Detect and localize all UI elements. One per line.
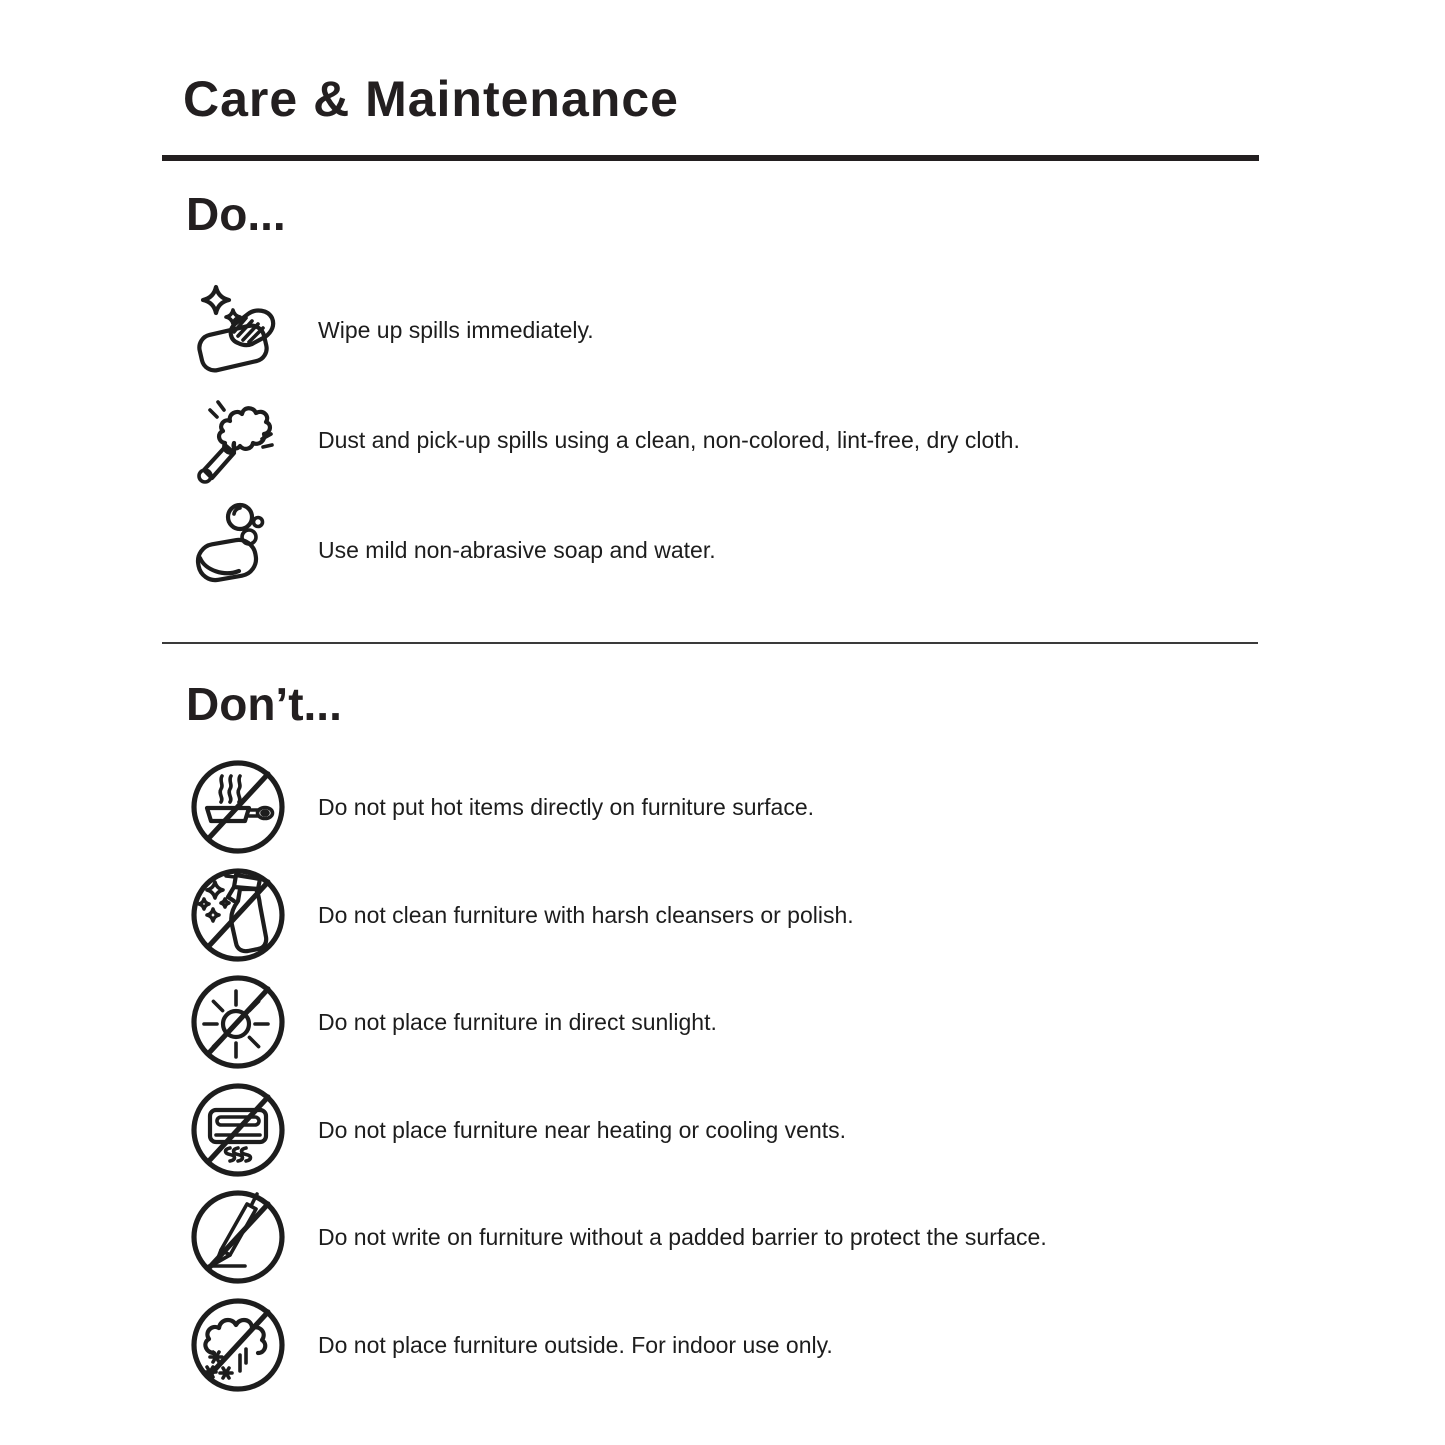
dont-item-heating-vents [186, 1080, 1366, 1180]
title-divider-rule [162, 155, 1259, 161]
do-item-text: Wipe up spills immediately. [318, 316, 594, 343]
dont-section-heading: Don’t... [186, 678, 342, 730]
section-divider-rule [162, 642, 1258, 644]
dont-item-text: Do not place furniture in direct sunlight. [318, 1008, 717, 1035]
do-item-mild-soap [186, 500, 1366, 600]
duster-icon [186, 390, 290, 490]
wipe-spill-icon [186, 280, 290, 380]
dont-item-text: Do not clean furniture with harsh cleansers or polish. [318, 901, 854, 928]
dont-item-text: Do not place furniture near heating or cooling vents. [318, 1116, 847, 1143]
dont-item-direct-sunlight [186, 972, 1366, 1072]
soap-bubbles-icon [186, 500, 290, 600]
dont-item-writing [186, 1187, 1366, 1287]
no-writing-icon [186, 1187, 290, 1287]
page-title: Care & Maintenance [183, 71, 679, 127]
dont-item-hot-items [186, 757, 1366, 857]
do-item-wipe-spills [186, 280, 1366, 380]
dont-item-text: Do not write on furniture without a padded barrier to protect the surface. [318, 1223, 1047, 1250]
dont-item-text: Do not put hot items directly on furniture surface. [318, 793, 815, 820]
dont-item-text: Do not place furniture outside. For indoor use only. [318, 1331, 833, 1358]
do-item-dust-cloth [186, 390, 1366, 490]
no-heating-vents-icon [186, 1080, 290, 1180]
no-harsh-cleansers-icon [186, 865, 290, 965]
do-item-text: Dust and pick-up spills using a clean, non-colored, lint-free, dry cloth. [318, 426, 1020, 453]
no-outdoor-use-icon [186, 1295, 290, 1395]
no-hot-items-icon [186, 757, 290, 857]
dont-item-harsh-cleansers [186, 865, 1366, 965]
no-direct-sunlight-icon [186, 972, 290, 1072]
do-section-heading: Do... [186, 188, 286, 240]
dont-item-outdoor-use [186, 1295, 1366, 1395]
do-item-text: Use mild non-abrasive soap and water. [318, 536, 716, 563]
